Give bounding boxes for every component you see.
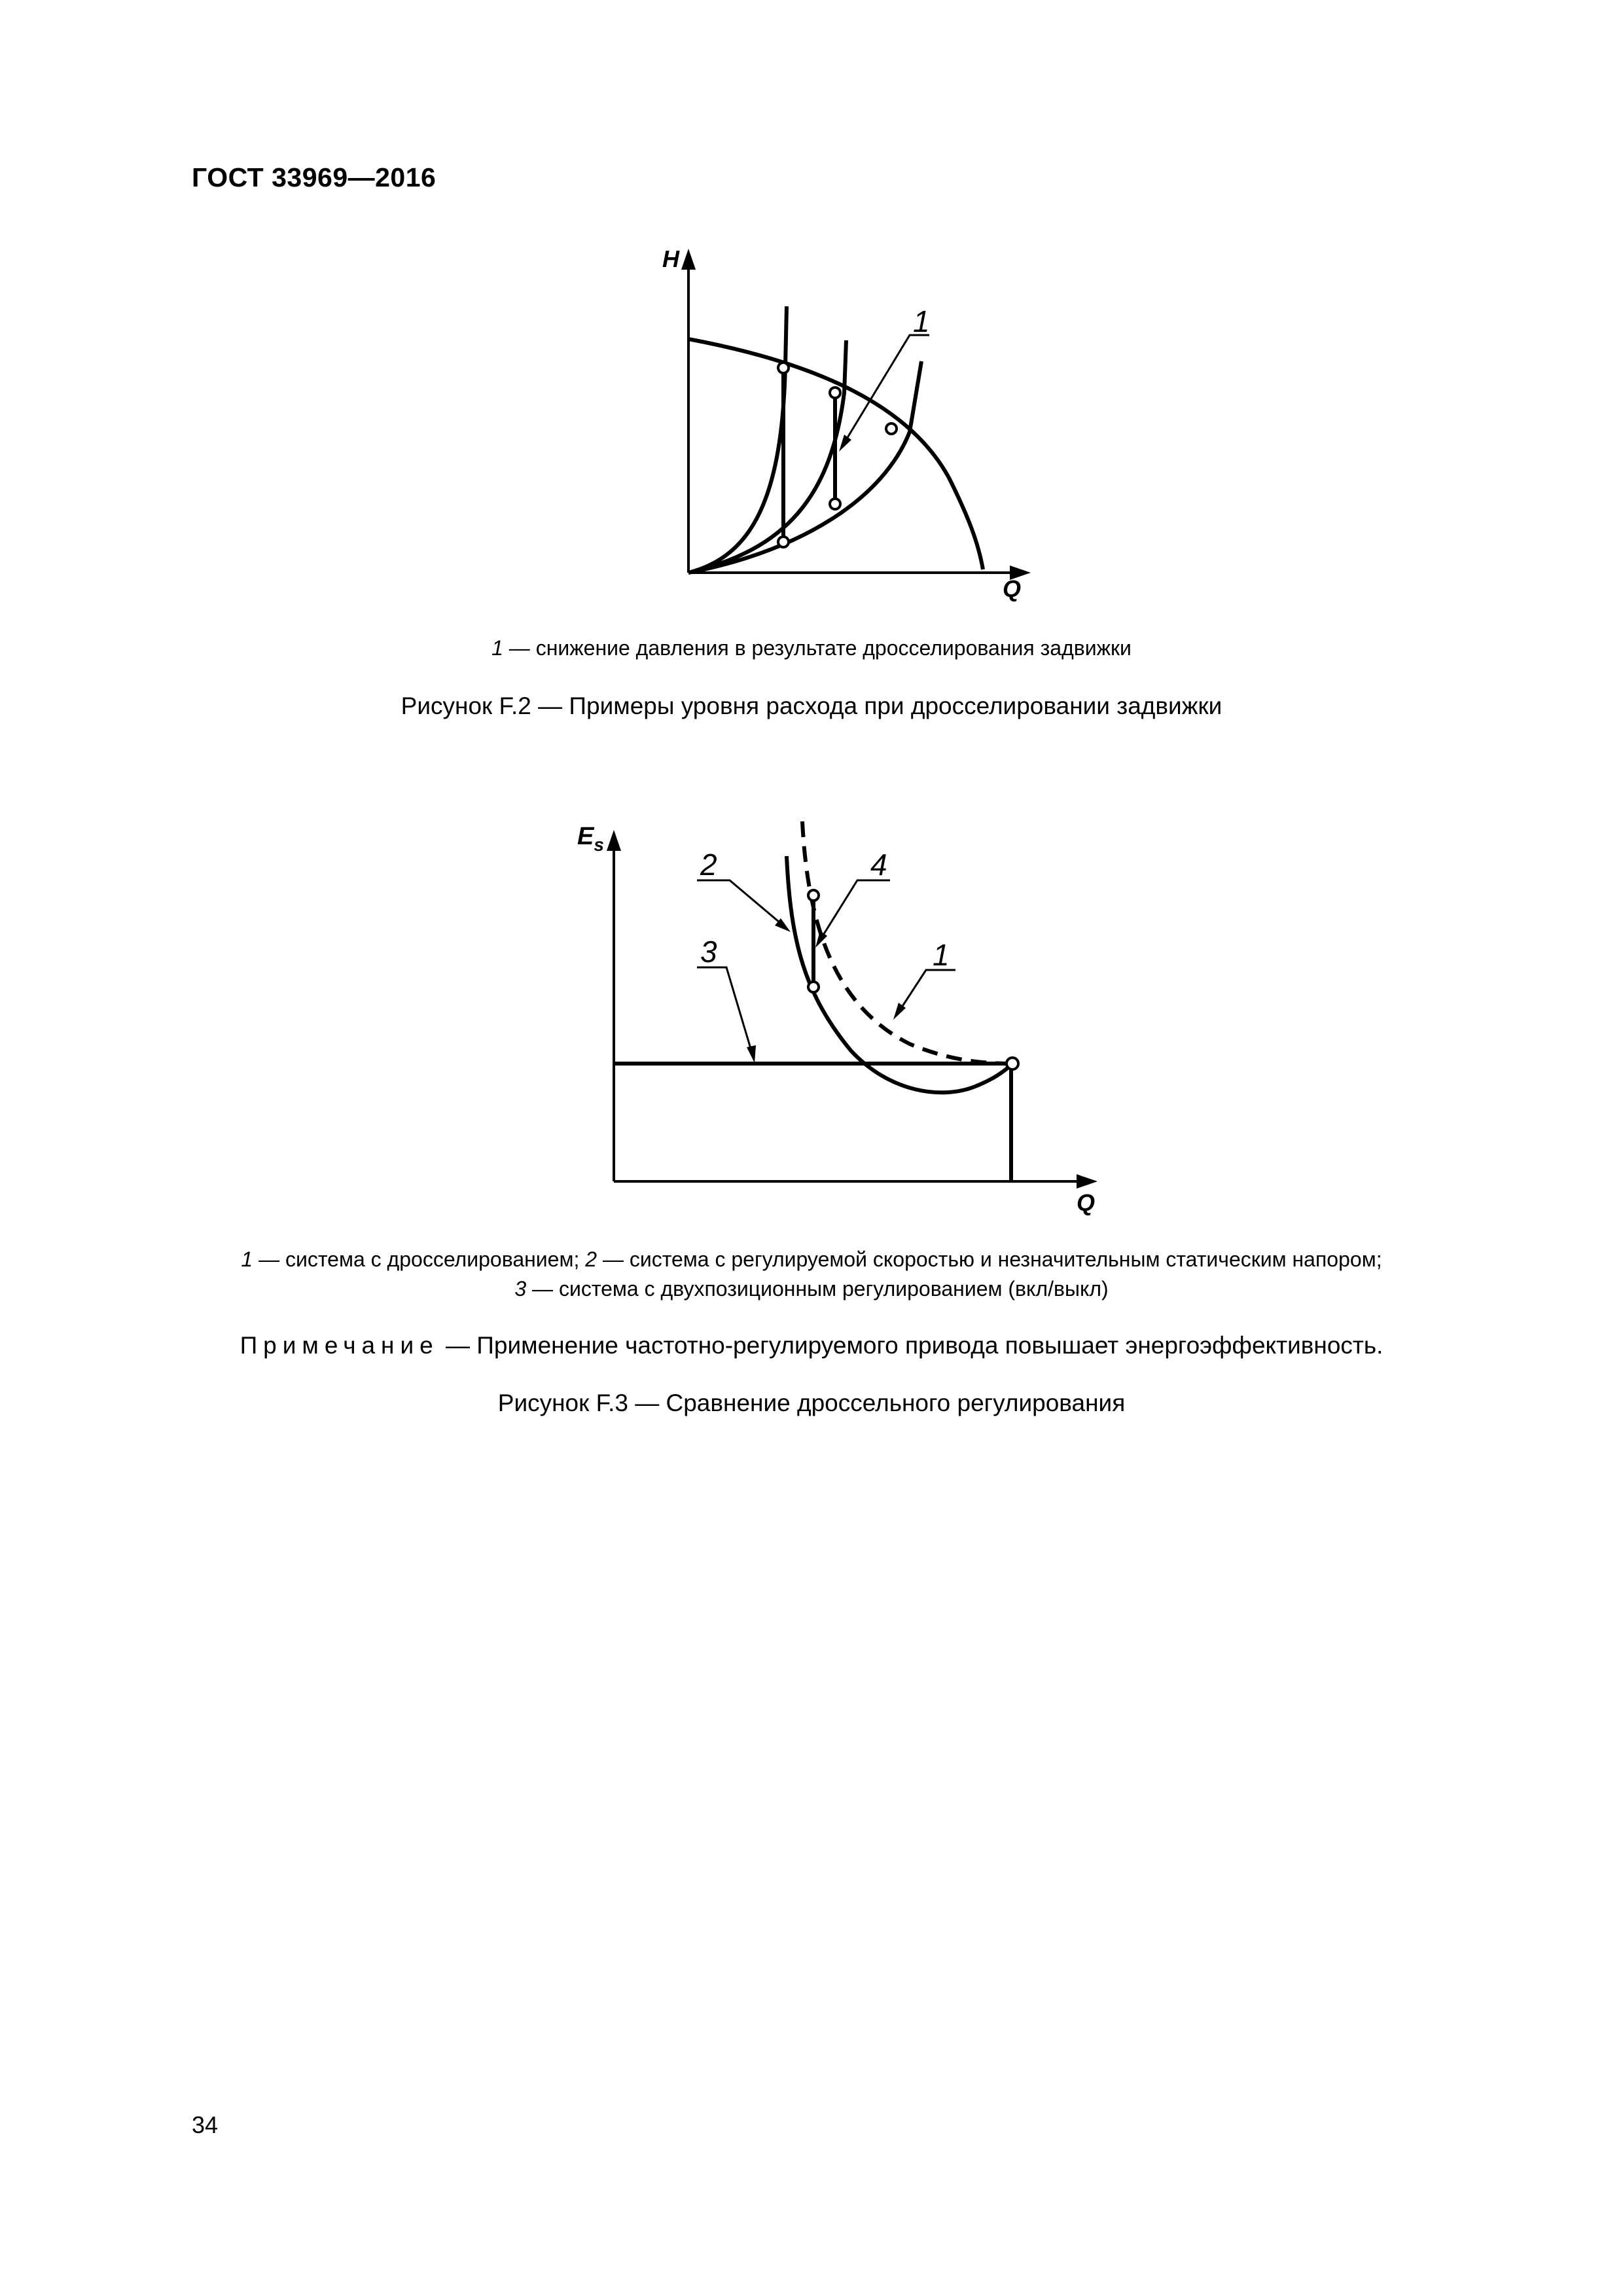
- f2-legend-number: 1: [491, 636, 503, 660]
- f3-point: [1007, 1058, 1018, 1069]
- f3-callout-1: 1: [933, 938, 950, 972]
- f3-note-label: Примечание: [240, 1332, 439, 1359]
- f3-legend-line-1: [0, 1247, 1623, 1272]
- f3-y-label-sub: s: [594, 834, 604, 855]
- f2-y-label: H: [662, 245, 679, 272]
- f3-note-text: — Применение частотно-регулируемого привода повышает энергоэффективность.: [438, 1332, 1383, 1359]
- f3-x-axis-arrow: [1077, 1174, 1097, 1189]
- f3-point: [808, 890, 819, 901]
- f3-callout-1-leader: [898, 970, 955, 1013]
- f3-callout-3: 3: [700, 935, 717, 969]
- f3-legend-text: — система с двухпозиционным регулированием (вкл/выкл): [526, 1277, 1109, 1300]
- f3-y-label-main: E: [577, 823, 594, 850]
- f3-x-label: Q: [1077, 1189, 1096, 1216]
- f3-legend-number: 2: [585, 1247, 597, 1271]
- f3-point: [808, 982, 819, 992]
- f3-callout-2: 2: [700, 848, 717, 882]
- f3-legend-number: 3: [514, 1277, 527, 1300]
- f3-legend-text: — система с дросселированием;: [253, 1247, 586, 1271]
- f3-note: [0, 1332, 1623, 1359]
- f2-caption: Рисунок F.2 — Примеры уровня расхода при дросселировании задвижки: [401, 692, 1222, 719]
- f3-legend-line-2: [0, 1277, 1623, 1301]
- f3-callout-4-leader: [819, 880, 890, 941]
- f2-x-label: Q: [1003, 575, 1022, 602]
- f2-legend-text: — снижение давления в результате дросселирования задвижки: [503, 636, 1132, 660]
- f2-callout-label: 1: [913, 304, 930, 338]
- f3-caption: Рисунок F.3 — Сравнение дроссельного регулирования: [497, 1390, 1126, 1416]
- f3-callout-4: 4: [870, 848, 887, 882]
- f3-y-axis-arrow: [607, 830, 621, 851]
- f3-callout-2-leader: [697, 880, 784, 926]
- page-number: 34: [192, 2111, 219, 2138]
- f3-y-label: [577, 823, 604, 855]
- f3-callout-3-arrowhead: [747, 1045, 756, 1063]
- document-header: ГОСТ 33969—2016: [192, 162, 437, 192]
- f3-legend-number: 1: [241, 1247, 253, 1271]
- f3-curve-2: [787, 856, 1012, 1092]
- f3-callout-3-leader: [697, 967, 753, 1055]
- f3-legend-text: — система с регулируемой скоростью и незначительным статическим напором;: [597, 1247, 1382, 1271]
